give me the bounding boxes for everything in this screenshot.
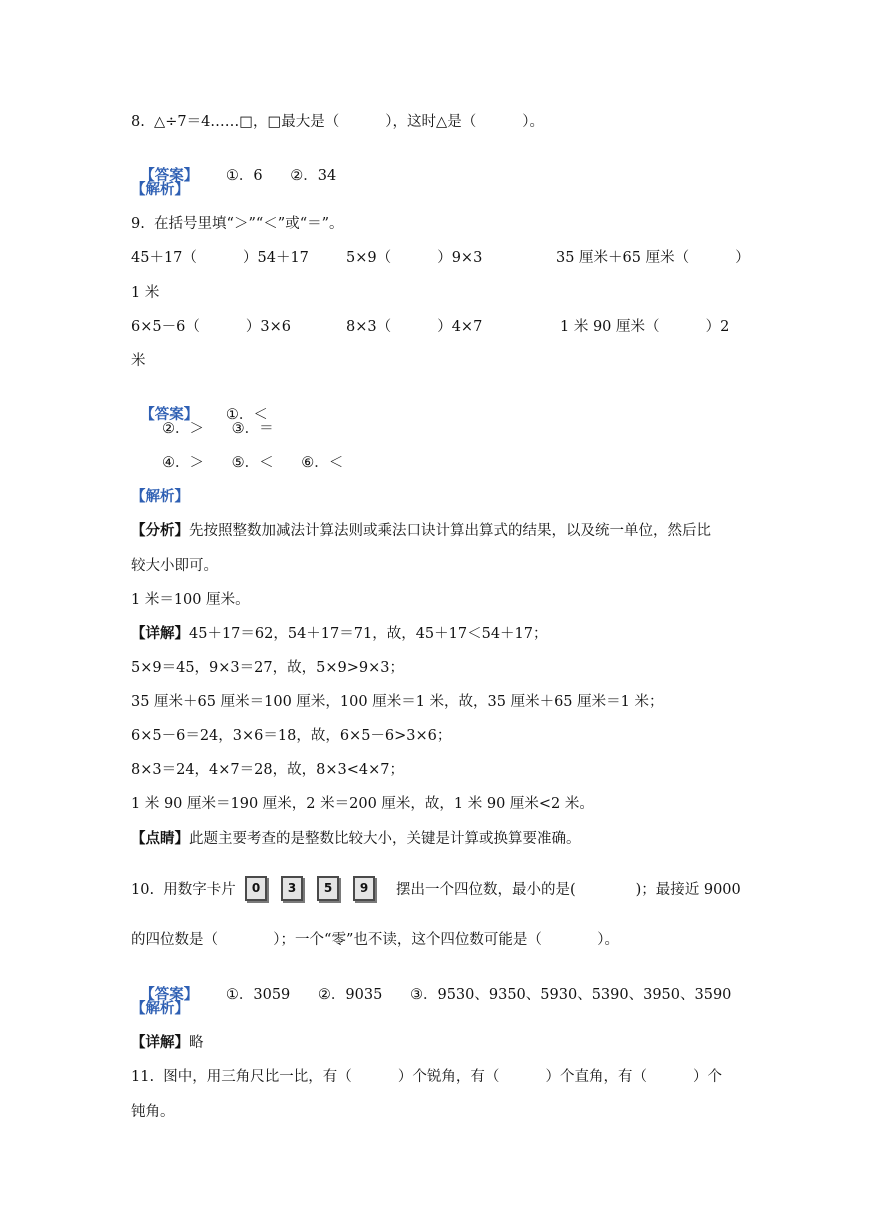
q10-answer-line <box>131 965 731 1005</box>
detail-text: 45＋17＝62，54＋17＝71，故，45＋17＜54＋17； <box>189 626 548 642</box>
detail-tag: 【详解】 <box>131 1034 189 1051</box>
q9-unit-note: 1 米＝100 厘米。 <box>131 592 250 608</box>
comment-tag: 【点睛】 <box>131 830 189 847</box>
q9-answer-1: ①．＜ <box>225 407 268 423</box>
analysis-text: 先按照整数加减法计算法则或乘法口诀计算出算式的结果，以及统一单位，然后比 <box>189 523 711 539</box>
q8-question: 8. △÷7＝4……□，□最大是（ ），这时△是（ ）。 <box>131 114 545 130</box>
q9-analysis-line-2: 较大小即可。 <box>131 558 218 574</box>
q10-detail-line <box>131 1033 204 1053</box>
digit-card-9: 9 <box>353 876 375 901</box>
q9-answer-2: ②．＞ ③．＝ <box>162 421 274 437</box>
q9-row2-item2: 8×3（ ）4×7 <box>346 319 483 335</box>
q8-answer: ①．6 ②．34 <box>225 168 337 184</box>
q9-row2-continued: 米 <box>131 353 146 369</box>
q10-suffix: 摆出一个四位数，最小的是( )；最接近 9000 <box>396 882 741 898</box>
q9-row1-item1: 45＋17（ ）54＋17 <box>131 250 309 266</box>
q9-row2-item1: 6×5－6（ ）3×6 <box>131 319 292 335</box>
answer-label: 【答案】 <box>140 167 199 184</box>
digit-card-3: 3 <box>281 876 303 901</box>
q9-row1-continued: 1 米 <box>131 285 160 301</box>
q9-comment-line <box>131 829 581 849</box>
q10-line-2: 的四位数是（ ）；一个“零”也不读，这个四位数可能是（ ）。 <box>131 932 619 948</box>
q11-line-2: 钝角。 <box>131 1104 175 1120</box>
q9-answer-3: ④．＞ ⑤．＜ ⑥．＜ <box>162 455 344 471</box>
answer-label: 【答案】 <box>140 986 199 1003</box>
q10-analysis-label: 【解析】 <box>131 1000 189 1017</box>
q9-analysis-label: 【解析】 <box>131 488 189 505</box>
q10-prefix: 10. 用数字卡片 <box>131 882 236 898</box>
q8-analysis-label: 【解析】 <box>131 181 189 198</box>
q9-detail-line-1 <box>131 624 548 644</box>
q9-detail-line-6: 1 米 90 厘米＝190 厘米，2 米＝200 厘米，故，1 米 90 厘米<2 米。 <box>131 796 594 812</box>
detail-tag: 【详解】 <box>131 625 189 642</box>
q9-detail-line-2: 5×9＝45，9×3＝27，故，5×9>9×3； <box>131 660 404 676</box>
q9-row2-item3: 1 米 90 厘米（ ）2 <box>560 319 730 335</box>
q9-analysis-line-1 <box>131 521 711 541</box>
q9-question: 9. 在括号里填“＞”“＜”或“＝”。 <box>131 216 344 232</box>
q9-detail-line-5: 8×3＝24，4×7＝28，故，8×3<4×7； <box>131 762 404 778</box>
detail-text: 略 <box>189 1035 204 1051</box>
q10-answer: ①．3059 ②．9035 ③．9530、9350、5930、5390、3950、3590 <box>225 987 732 1003</box>
q11-line-1: 11. 图中，用三角尺比一比，有（ ）个锐角，有（ ）个直角，有（ ）个 <box>131 1069 723 1085</box>
q9-detail-line-4: 6×5－6＝24，3×6＝18，故，6×5－6>3×6； <box>131 728 452 744</box>
analysis-tag: 【分析】 <box>131 522 189 539</box>
answer-label: 【答案】 <box>140 406 199 423</box>
digit-card-0: 0 <box>245 876 267 901</box>
q9-row1-item2: 5×9（ ）9×3 <box>346 250 483 266</box>
comment-text: 此题主要考查的是整数比较大小，关键是计算或换算要准确。 <box>189 831 581 847</box>
q9-row1-item3: 35 厘米＋65 厘米（ ） <box>556 250 750 266</box>
digit-card-5: 5 <box>317 876 339 901</box>
q9-detail-line-3: 35 厘米＋65 厘米＝100 厘米，100 厘米＝1 米，故，35 厘米＋65 厘米＝1 米； <box>131 694 664 710</box>
